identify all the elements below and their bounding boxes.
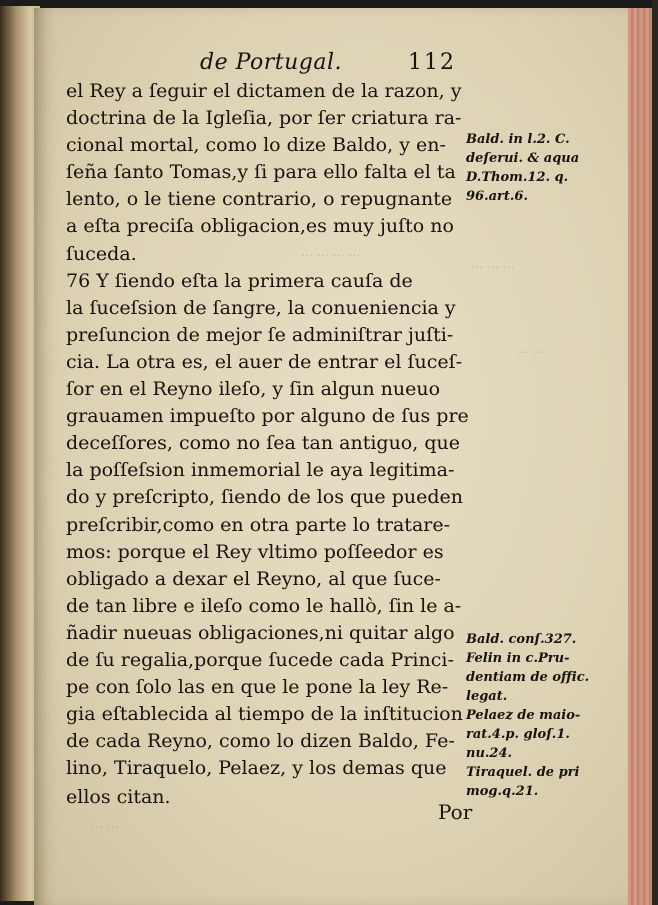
text-line: ſeña ſanto Tomas,y ſi para ello falta el ta (66, 161, 456, 184)
text-line: la poſſeſsion inmemorial le aya legitima- (66, 459, 455, 482)
text-line: lino, Tiraquelo, Pelaez, y los demas que (66, 757, 447, 780)
margin-note-line: Tiraquel. de pri (466, 765, 580, 780)
margin-note-line: Bald. conſ.327. (466, 632, 577, 647)
text-line: grauamen impueſto por alguno de ſus pre (66, 405, 469, 428)
margin-note-line: deſerui. & aqua (466, 151, 580, 166)
text-line: cia. La otra es, el auer de entrar el ſuceſ- (66, 350, 463, 373)
body-text (66, 78, 469, 812)
margin-notes-bottom (466, 630, 596, 801)
text-line: de tan libre e ileſo como le hallò, ſin le a- (66, 594, 462, 617)
text-line: el Rey a ſeguir el dictamen de la razon, y (66, 80, 462, 102)
show-through-text: ⋯ ⋯ (90, 820, 118, 834)
margin-note-line: mog.q.21. (466, 784, 539, 799)
show-through-text: ⋯ ⋯ (515, 345, 543, 359)
catchword: Por (438, 800, 473, 824)
text-line: obligado a dexar el Reyno, al que ſuce- (66, 567, 441, 590)
margin-note-line: dentiam de offic. (466, 670, 590, 685)
text-line: lento, o le tiene contrario, o repugnante (66, 188, 453, 211)
text-line: de cada Reyno, como lo dizen Baldo, Fe- (66, 730, 455, 753)
page-number: 112 (408, 50, 456, 75)
show-through-text: ⋯ ⋯ ⋯ ⋯ (300, 248, 360, 262)
margin-note-line: nu.24. (466, 746, 513, 761)
show-through-text: ⋯ ⋯ ⋯ (470, 260, 514, 274)
text-line: ſor en el Reyno ileſo, y ſin algun nueuo (66, 378, 441, 401)
text-line: preſuncion de mejor ſe adminiſtrar juſti- (66, 323, 454, 346)
scan-border (652, 0, 658, 905)
margin-note-line: legat. (466, 689, 508, 704)
text-line: de ſu regalia,porque ſucede cada Princi- (66, 648, 454, 671)
text-line: do y preſcripto, ſiendo de los que pueden (66, 486, 464, 509)
text-line: ñadir nueuas obligaciones,ni quitar algo (66, 621, 455, 644)
text-line: deceſſores, como no ſea tan antiguo, que (66, 432, 460, 455)
text-line: mos: porque el Rey vltimo poſſeedor es (66, 540, 444, 563)
margin-note-line: Pelaez de maio- (466, 708, 581, 723)
red-page-edges (628, 8, 652, 905)
text-line: cional mortal, como lo dize Baldo, y en- (66, 134, 446, 157)
margin-note-line: 96.art.6. (466, 189, 528, 204)
text-line: pe con ſolo las en que le pone la ley Re- (66, 676, 449, 699)
text-line: 76 Y ſiendo eſta la primera cauſa de (66, 269, 413, 292)
running-title: de Portugal. (200, 50, 343, 75)
text-line: ellos citan. (66, 786, 171, 809)
text-line: la ſuceſsion de ſangre, la conueniencia y (66, 296, 456, 319)
margin-notes-top (466, 130, 596, 206)
margin-note-line: D.Thom.12. q. (466, 170, 569, 185)
margin-note-line: rat.4.p. gloſ.1. (466, 727, 570, 742)
text-line: preſcribir,como en otra parte lo tratare- (66, 513, 451, 536)
margin-note-line: Felin in c.Pru- (466, 651, 570, 666)
text-line: gia eſtablecida al tiempo de la inſtitucion (66, 703, 463, 726)
margin-note-line: Bald. in l.2. C. (466, 132, 570, 147)
text-line: ſuceda. (66, 242, 137, 265)
text-line: a eſta preciſa obligacion,es muy juſto no (66, 215, 454, 238)
text-line: doctrina de la Igleſia, por ſer criatura ra- (66, 107, 462, 130)
running-head (200, 50, 460, 80)
